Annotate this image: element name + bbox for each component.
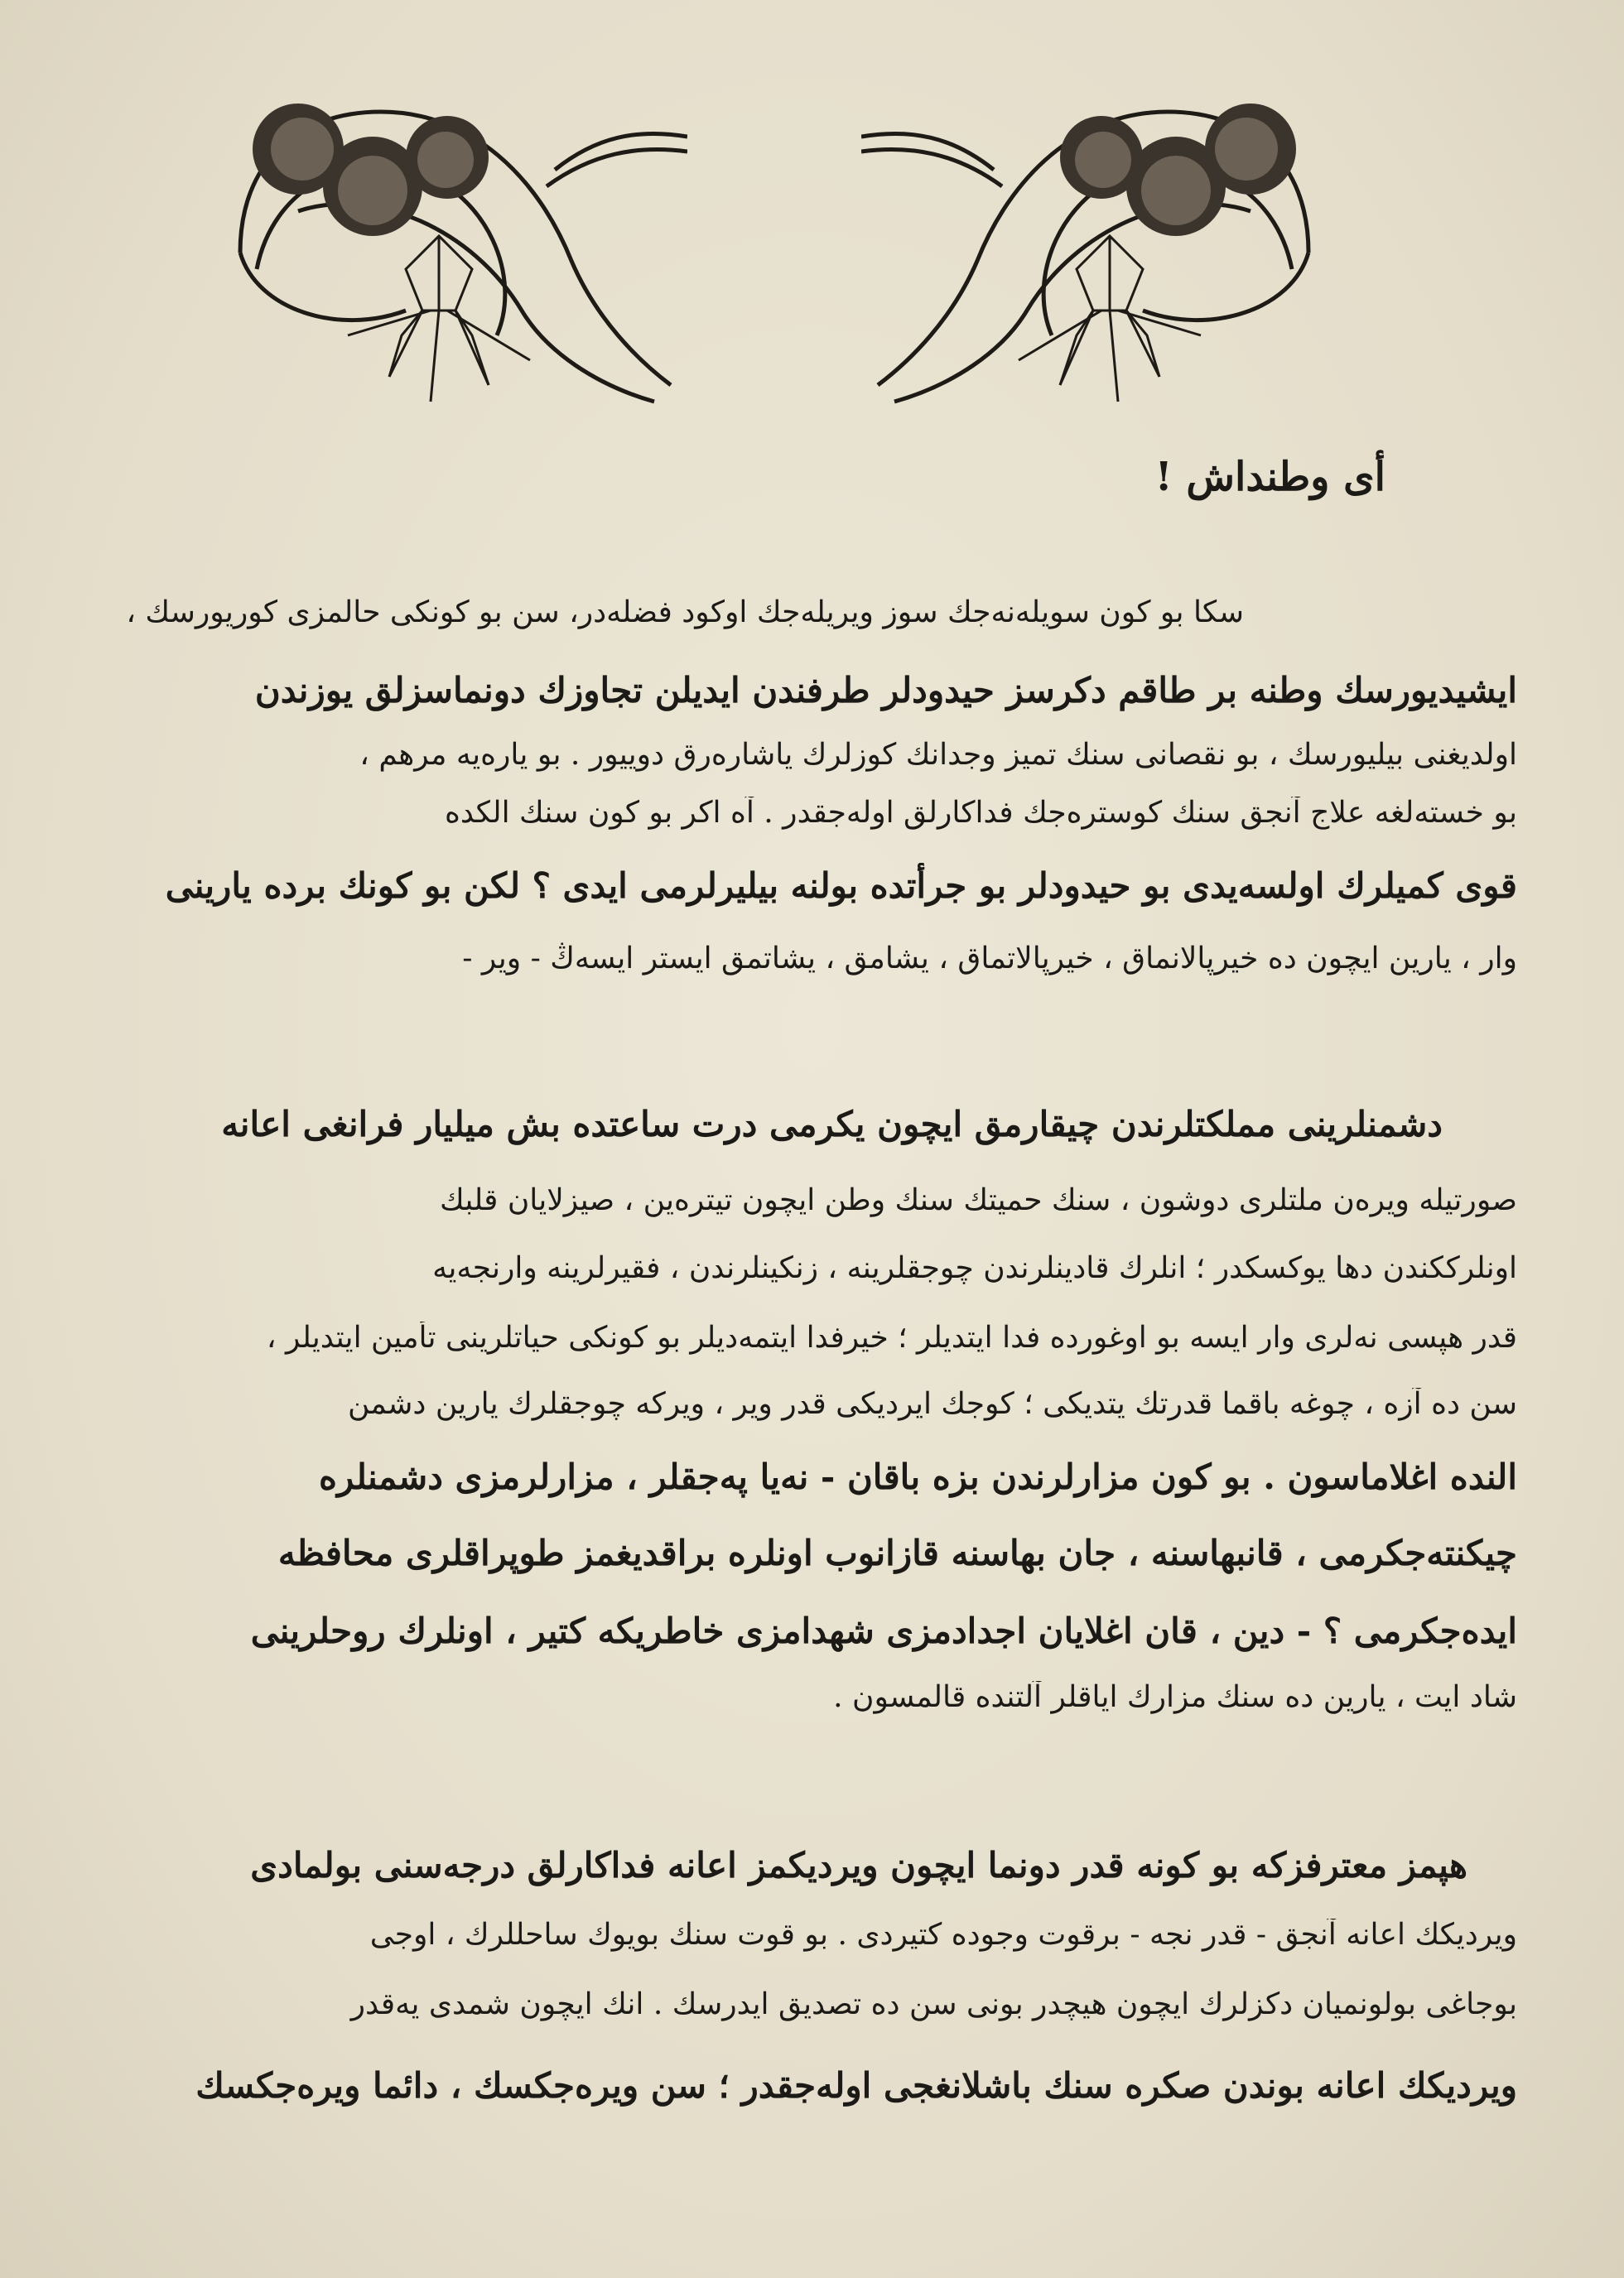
- chestnut-ornament-left-icon: [224, 62, 687, 418]
- paragraph-1: [109, 596, 1517, 1014]
- text-line: وار ، يارين ايچون دە خيرپالانماق ، خيرپالاتماق ، يشامق ، يشاتمق ايستر ايسەڭ - وير -: [462, 942, 1517, 975]
- text-line: قوى كميلرك اولسەيدى بو حيدودلر بو جرأتدە بولنە بيليرلرمى ايدى ؟ لكن بو كونك بردە يارينى: [165, 865, 1517, 906]
- text-line: اولديغنى بيليورسك ، بو نقصانى سنك تميز وجدانك كوزلرك ياشارەرق دوييور . بو يارەيە مرهم ،: [359, 739, 1517, 772]
- text-line: سن دە آزە ، چوغە باقما قدرتك يتديكى ؛ كوجك ايرديكى قدر وير ، ويركە چوجقلرك يارين دشمن: [347, 1388, 1517, 1421]
- paragraph-3: [109, 1842, 1517, 2136]
- text-line: ويرديكك اعانە آنجق - قدر نجە - برقوت وجودە كتيردى . بو قوت سنك بويوك ساحللرك ، اوجى: [369, 1919, 1517, 1952]
- text-line: بو خستەلغە علاج آنجق سنك كوسترەجك فداكارلق اولەجقدر . آه اكر بو كون سنك الكدە: [445, 797, 1517, 830]
- text-line: ايشيديورسك وطنە بر طاقم دكرسز حيدودلر طرفندن ايديلن تجاوزك دونماسزلق يوزندن: [254, 670, 1517, 710]
- text-line: ويرديكك اعانە بوندن صكرە سنك باشلانغجى اولەجقدر ؛ سن ويرەجكسك ، دائما ويرەجكسك: [195, 2065, 1517, 2106]
- text-line: قدر هپسى نەلرى وار ايسە بو اوغوردە فدا ايتديلر ؛ خيرفدا ايتمەديلر بو كونكى حياتلرينى تأمين ايتديلر ،: [266, 1322, 1517, 1355]
- chestnut-ornament-right-icon: [861, 62, 1325, 418]
- text-line: صورتيلە ويرەن ملتلرى دوشون ، سنك حميتك سنك وطن ايچون تيترەين ، صيزلايان قلبك: [440, 1184, 1517, 1217]
- page-heading: أى وطنداش !: [1154, 454, 1385, 500]
- text-line: چيكنتەجكرمى ، قانبهاسنە ، جان بهاسنە قازانوب اونلرە براقديغمز طوپراقلرى محافظە: [277, 1533, 1517, 1573]
- text-line: ايدەجكرمى ؟ - دين ، قان اغلايان اجدادمزى شهدامزى خاطريكە كتير ، اونلرك روحلرينى: [250, 1611, 1517, 1651]
- text-line: بوجاغى بولونميان دكزلرك ايچون هيچدر بونى سن دە تصديق ايدرسك . انك ايچون شمدى يەقدر: [350, 1988, 1517, 2021]
- text-line: الندە اغلاماسون . بو كون مزارلرندن بزە باقان - نەيا پەجقلر ، مزارلرمزى دشمنلرە: [318, 1457, 1517, 1497]
- paragraph-2: [109, 1101, 1517, 1747]
- text-line: اونلرككندن دها يوكسكدر ؛ انلرك قادينلرندن چوجقلرينە ، زنكينلرندن ، فقيرلرينە وارنجەيە: [432, 1252, 1517, 1285]
- text-line: سكا بو كون سويلەنەجك سوز ويريلەجك اوكود فضلەدر، سن بو كونكى حالمزى كوريورسك ،: [126, 596, 1244, 629]
- text-line: هپمز معترفزكە بو كونە قدر دونما ايچون ويرديكمز اعانە فداكارلق درجەسنى بولمادى: [250, 1845, 1467, 1885]
- text-line: شاد ايت ، يارين دە سنك مزارك اياقلر آلتندە قالمسون .: [833, 1681, 1517, 1714]
- text-line: دشمنلرينى مملكتلرندن چيقارمق ايچون يكرمى درت ساعتدە بش ميليار فرانغى اعانە: [221, 1104, 1443, 1144]
